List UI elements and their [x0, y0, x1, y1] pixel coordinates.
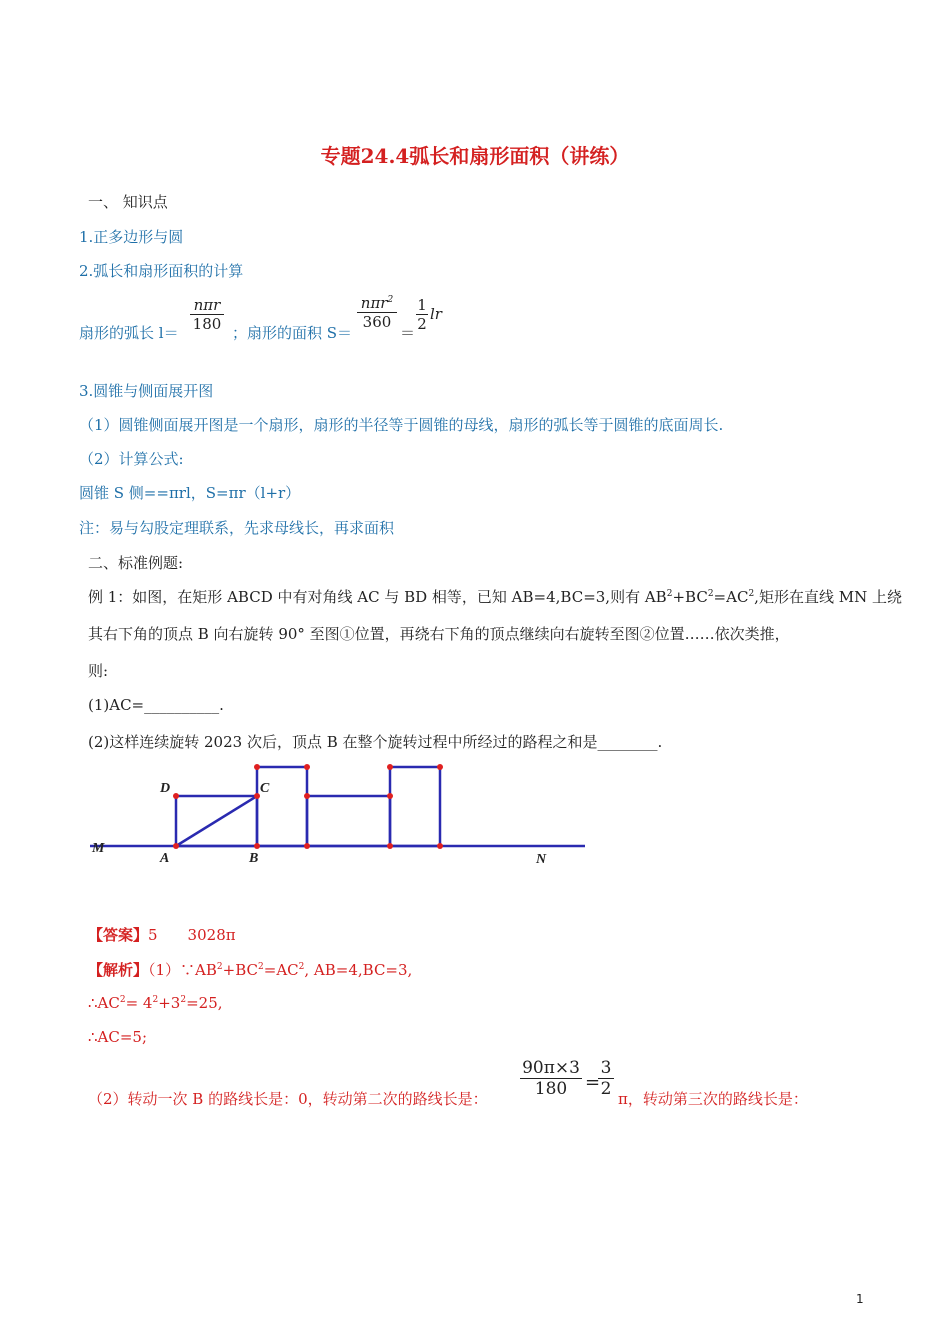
arc-numerator: nπr	[193, 296, 221, 314]
point-3-2: （2）计算公式:	[79, 450, 184, 468]
rectangle-position-2	[307, 796, 390, 846]
answer-value: 5 3028π	[148, 926, 236, 944]
area-denominator: 360	[362, 313, 392, 331]
label-b: B	[249, 851, 259, 866]
arc-length-fraction	[190, 296, 224, 333]
point-2: 2.弧长和扇形面积的计算	[79, 262, 244, 280]
question-1: (1)AC=__________.	[88, 696, 224, 714]
analysis-line-3: ∴AC=5;	[88, 1028, 148, 1046]
vertex-dot	[254, 764, 260, 770]
path-denominator: 180	[534, 1079, 568, 1099]
vertex-dot	[304, 843, 310, 849]
analysis-line-2: $\therefore AC^2= 4^2+3^2=25$,	[88, 994, 223, 1012]
analysis-line-1: 【解析】$(1)\because AB^2+BC^2=AC^2$, AB=4,BC=3,	[88, 961, 413, 979]
analysis-line-4-suffix: π，转动第三次的路线长是：	[618, 1090, 808, 1108]
vertex-dot	[437, 843, 443, 849]
answer-label: 【答案】	[88, 926, 149, 944]
area-fraction	[357, 294, 397, 331]
analysis-line-4-prefix: （2）转动一次 B 的路线长是：0，转动第二次的路线长是：	[88, 1090, 488, 1108]
example-line-1: 例 1：如图，在矩形 ABCD 中有对角线 AC 与 BD 相等，已知 AB=4,BC=3,则有 $AB^2+BC^2=AC^2$,矩形在直线 MN 上绕	[88, 588, 902, 606]
vertex-dot	[437, 764, 443, 770]
cone-formula: 圆锥 S 侧==πrl，S=πr（l+r）	[79, 484, 301, 502]
half-denominator: 2	[417, 315, 427, 333]
point-1: 1.正多边形与圆	[79, 228, 184, 246]
vertex-dot	[387, 764, 393, 770]
area-prefix: ；扇形的面积 S＝	[232, 324, 353, 342]
point-3-1: （1）圆锥侧面展开图是一个扇形，扇形的半径等于圆锥的母线，扇形的弧长等于圆锥的底面周长.	[79, 416, 724, 434]
example-line-3: 则:	[88, 662, 109, 680]
point-3: 3.圆锥与侧面展开图	[79, 382, 214, 400]
label-c: C	[260, 781, 270, 796]
example-line-2: 其右下角的顶点 B 向右旋转 90° 至图①位置，再绕右下角的顶点继续向右旋转至图②位置……依次类推，	[88, 625, 790, 643]
vertex-a-dot	[173, 843, 179, 849]
rectangle-position-1	[257, 767, 307, 846]
three-halves-fraction	[598, 1058, 614, 1099]
two-denominator: 2	[600, 1079, 612, 1099]
page-number: 1	[856, 1292, 864, 1306]
vertex-dot	[387, 843, 393, 849]
rectangle-position-3	[390, 767, 440, 846]
vertex-dot	[387, 793, 393, 799]
equals-sign: =	[585, 1072, 601, 1093]
note: 注：易与勾股定理联系，先求母线长，再求面积	[79, 519, 395, 537]
label-m: M	[92, 841, 105, 856]
three-numerator: 3	[600, 1058, 612, 1078]
section-heading-examples: 二、标准例题:	[88, 554, 184, 572]
answer-line	[88, 924, 236, 945]
diagonal-ac	[176, 796, 257, 846]
vertex-b-dot	[254, 843, 260, 849]
area-numerator: nπr$^2$	[360, 294, 394, 312]
label-a: A	[160, 851, 170, 866]
arc-denominator: 180	[192, 315, 222, 333]
vertex-d-dot	[173, 793, 179, 799]
half-numerator: 1	[417, 296, 427, 314]
lr-term: lr	[430, 305, 442, 323]
half-fraction	[416, 296, 428, 333]
label-n: N	[536, 852, 547, 867]
section-heading-knowledge: 一、 知识点	[88, 193, 168, 211]
arc-length-prefix: 扇形的弧长 l＝	[79, 324, 179, 342]
vertex-dot	[304, 764, 310, 770]
path-numerator: 90π×3	[522, 1058, 580, 1078]
path-length-fraction	[520, 1058, 582, 1099]
equals-sign: ＝	[400, 324, 416, 342]
vertex-dot	[304, 793, 310, 799]
label-d: D	[160, 781, 171, 796]
question-2: (2)这样连续旋转 2023 次后，顶点 B 在整个旋转过程中所经过的路程之和是________.	[88, 733, 663, 751]
rotation-figure	[80, 755, 600, 875]
page-title: 专题24.4弧长和扇形面积（讲练）	[320, 144, 630, 168]
